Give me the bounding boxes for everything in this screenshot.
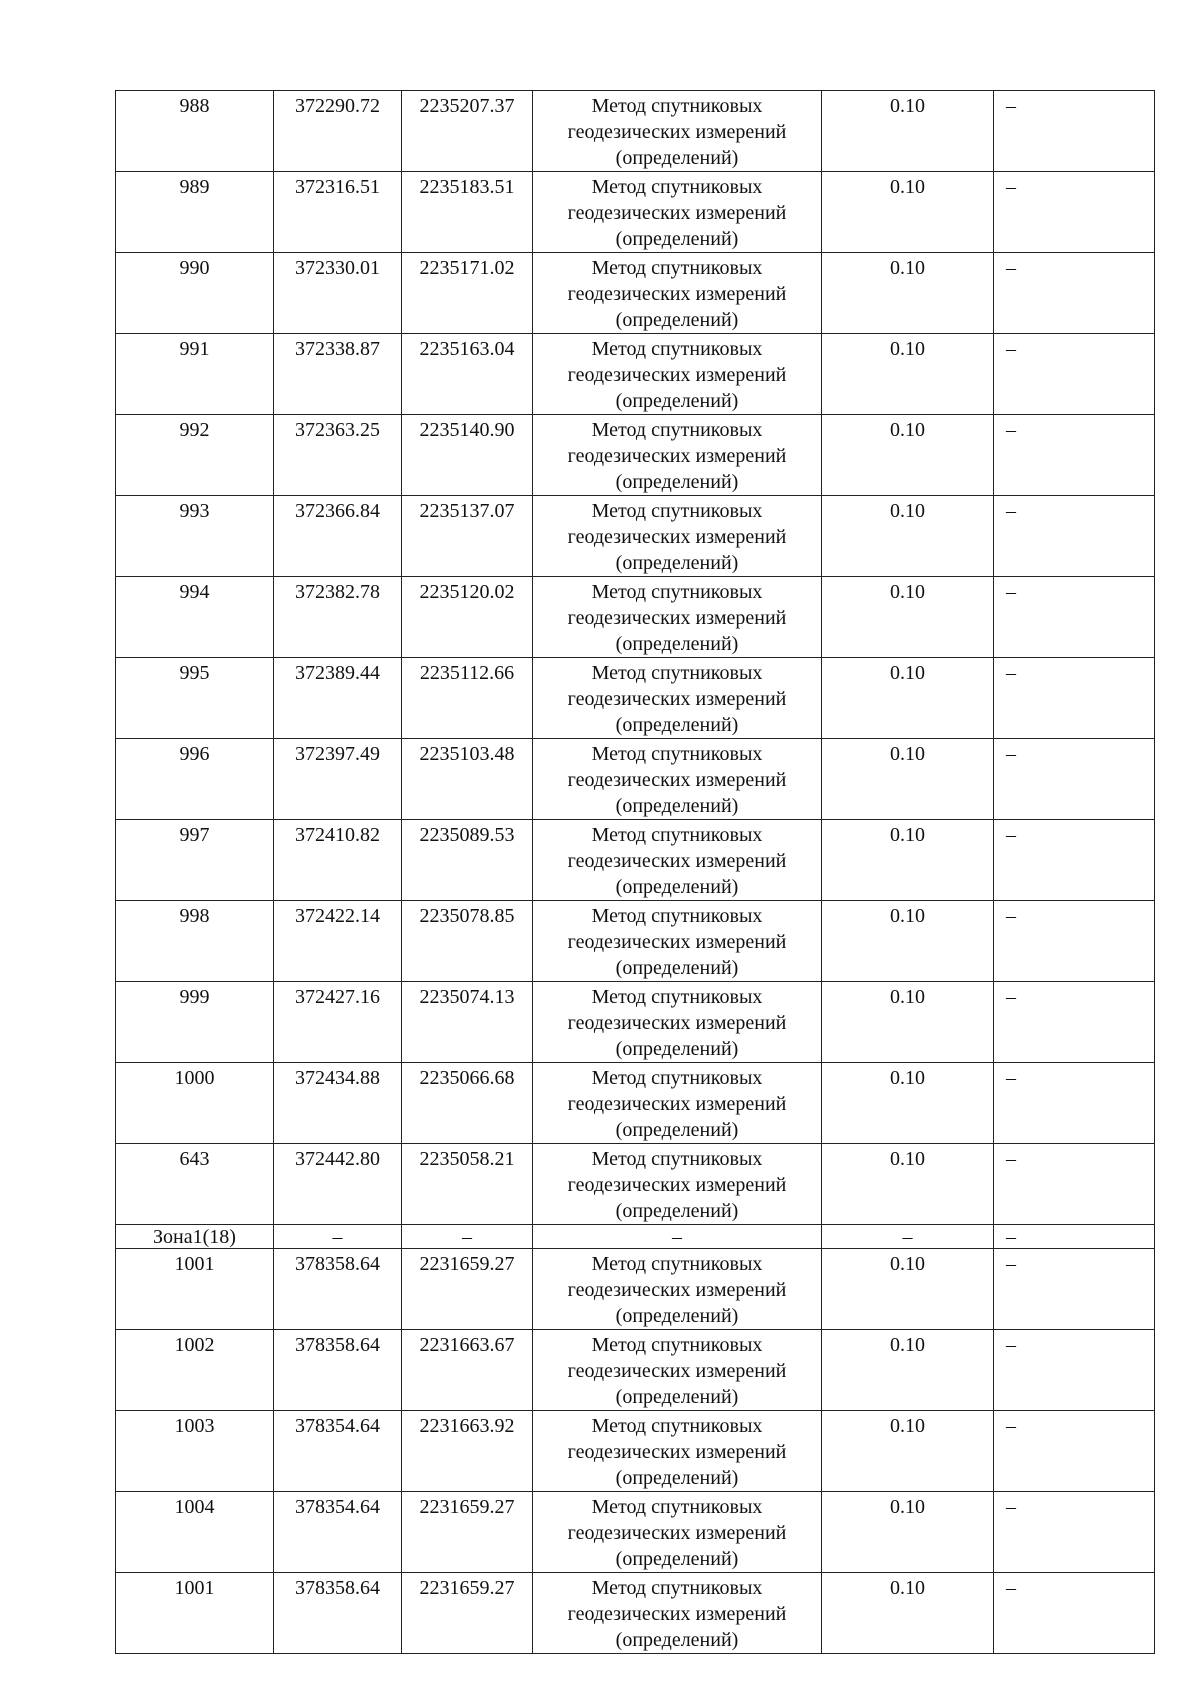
x-coordinate-cell: 372338.87: [274, 334, 402, 415]
accuracy-cell: 0.10: [822, 739, 994, 820]
y-coordinate-cell: 2235163.04: [402, 334, 533, 415]
point-number-cell: 993: [116, 496, 274, 577]
method-cell: Метод спутниковых геодезических измерений (определений): [533, 577, 822, 658]
y-coordinate-cell: 2231659.27: [402, 1492, 533, 1573]
point-number-cell: 989: [116, 172, 274, 253]
y-coordinate-cell: 2235078.85: [402, 901, 533, 982]
accuracy-cell: –: [822, 1225, 994, 1249]
table-row: [116, 739, 1155, 820]
method-cell: Метод спутниковых геодезических измерений (определений): [533, 1144, 822, 1225]
table-row: [116, 1063, 1155, 1144]
y-coordinate-cell: 2235089.53: [402, 820, 533, 901]
accuracy-cell: 0.10: [822, 982, 994, 1063]
point-number-cell: Зона1(18): [116, 1225, 274, 1249]
table-row: [116, 577, 1155, 658]
accuracy-cell: 0.10: [822, 658, 994, 739]
note-cell: –: [994, 496, 1155, 577]
table-row: [116, 982, 1155, 1063]
note-cell: –: [994, 1330, 1155, 1411]
note-cell: –: [994, 253, 1155, 334]
y-coordinate-cell: 2235074.13: [402, 982, 533, 1063]
note-cell: –: [994, 1411, 1155, 1492]
note-cell: –: [994, 577, 1155, 658]
accuracy-cell: 0.10: [822, 1144, 994, 1225]
x-coordinate-cell: 372363.25: [274, 415, 402, 496]
y-coordinate-cell: 2235058.21: [402, 1144, 533, 1225]
point-number-cell: 1001: [116, 1573, 274, 1654]
table-row: [116, 820, 1155, 901]
note-cell: –: [994, 820, 1155, 901]
accuracy-cell: 0.10: [822, 1330, 994, 1411]
x-coordinate-cell: 372316.51: [274, 172, 402, 253]
accuracy-cell: 0.10: [822, 901, 994, 982]
method-cell: Метод спутниковых геодезических измерений (определений): [533, 901, 822, 982]
note-cell: –: [994, 415, 1155, 496]
table-row: [116, 496, 1155, 577]
table-row: [116, 253, 1155, 334]
note-cell: –: [994, 982, 1155, 1063]
x-coordinate-cell: 378358.64: [274, 1249, 402, 1330]
method-cell: Метод спутниковых геодезических измерений (определений): [533, 496, 822, 577]
point-number-cell: 988: [116, 91, 274, 172]
note-cell: –: [994, 1225, 1155, 1249]
note-cell: –: [994, 1249, 1155, 1330]
y-coordinate-cell: 2235207.37: [402, 91, 533, 172]
y-coordinate-cell: 2235137.07: [402, 496, 533, 577]
table-row: [116, 91, 1155, 172]
note-cell: –: [994, 1063, 1155, 1144]
accuracy-cell: 0.10: [822, 1063, 994, 1144]
note-cell: –: [994, 1573, 1155, 1654]
y-coordinate-cell: 2235171.02: [402, 253, 533, 334]
note-cell: –: [994, 334, 1155, 415]
note-cell: –: [994, 739, 1155, 820]
y-coordinate-cell: –: [402, 1225, 533, 1249]
point-number-cell: 994: [116, 577, 274, 658]
accuracy-cell: 0.10: [822, 496, 994, 577]
table-row: [116, 1144, 1155, 1225]
accuracy-cell: 0.10: [822, 1573, 994, 1654]
point-number-cell: 990: [116, 253, 274, 334]
point-number-cell: 991: [116, 334, 274, 415]
x-coordinate-cell: –: [274, 1225, 402, 1249]
accuracy-cell: 0.10: [822, 415, 994, 496]
point-number-cell: 992: [116, 415, 274, 496]
accuracy-cell: 0.10: [822, 172, 994, 253]
point-number-cell: 1002: [116, 1330, 274, 1411]
note-cell: –: [994, 658, 1155, 739]
x-coordinate-cell: 372410.82: [274, 820, 402, 901]
x-coordinate-cell: 372290.72: [274, 91, 402, 172]
table-row: [116, 334, 1155, 415]
table-row: [116, 1492, 1155, 1573]
y-coordinate-cell: 2231663.67: [402, 1330, 533, 1411]
method-cell: Метод спутниковых геодезических измерений (определений): [533, 820, 822, 901]
accuracy-cell: 0.10: [822, 1411, 994, 1492]
zone-header-row: [116, 1225, 1155, 1249]
x-coordinate-cell: 378354.64: [274, 1411, 402, 1492]
y-coordinate-cell: 2235120.02: [402, 577, 533, 658]
method-cell: Метод спутниковых геодезических измерений (определений): [533, 91, 822, 172]
note-cell: –: [994, 91, 1155, 172]
x-coordinate-cell: 372434.88: [274, 1063, 402, 1144]
y-coordinate-cell: 2231663.92: [402, 1411, 533, 1492]
method-cell: Метод спутниковых геодезических измерений (определений): [533, 739, 822, 820]
method-cell: Метод спутниковых геодезических измерений (определений): [533, 1063, 822, 1144]
y-coordinate-cell: 2235112.66: [402, 658, 533, 739]
method-cell: Метод спутниковых геодезических измерений (определений): [533, 415, 822, 496]
note-cell: –: [994, 901, 1155, 982]
point-number-cell: 1000: [116, 1063, 274, 1144]
accuracy-cell: 0.10: [822, 1492, 994, 1573]
x-coordinate-cell: 378358.64: [274, 1573, 402, 1654]
method-cell: Метод спутниковых геодезических измерений (определений): [533, 1492, 822, 1573]
method-cell: Метод спутниковых геодезических измерений (определений): [533, 1411, 822, 1492]
table-row: [116, 901, 1155, 982]
note-cell: –: [994, 172, 1155, 253]
accuracy-cell: 0.10: [822, 91, 994, 172]
method-cell: Метод спутниковых геодезических измерений (определений): [533, 982, 822, 1063]
table-row: [116, 415, 1155, 496]
point-number-cell: 995: [116, 658, 274, 739]
accuracy-cell: 0.10: [822, 253, 994, 334]
x-coordinate-cell: 378358.64: [274, 1330, 402, 1411]
y-coordinate-cell: 2235103.48: [402, 739, 533, 820]
table-row: [116, 1249, 1155, 1330]
method-cell: Метод спутниковых геодезических измерений (определений): [533, 334, 822, 415]
y-coordinate-cell: 2231659.27: [402, 1249, 533, 1330]
accuracy-cell: 0.10: [822, 334, 994, 415]
coordinates-table: [115, 90, 1155, 1654]
x-coordinate-cell: 372422.14: [274, 901, 402, 982]
point-number-cell: 999: [116, 982, 274, 1063]
note-cell: –: [994, 1144, 1155, 1225]
method-cell: Метод спутниковых геодезических измерений (определений): [533, 1330, 822, 1411]
accuracy-cell: 0.10: [822, 1249, 994, 1330]
method-cell: Метод спутниковых геодезических измерений (определений): [533, 1249, 822, 1330]
table-row: [116, 658, 1155, 739]
point-number-cell: 1003: [116, 1411, 274, 1492]
point-number-cell: 1004: [116, 1492, 274, 1573]
method-cell: Метод спутниковых геодезических измерений (определений): [533, 172, 822, 253]
point-number-cell: 998: [116, 901, 274, 982]
x-coordinate-cell: 372427.16: [274, 982, 402, 1063]
table-row: [116, 1573, 1155, 1654]
y-coordinate-cell: 2231659.27: [402, 1573, 533, 1654]
table-row: [116, 172, 1155, 253]
point-number-cell: 1001: [116, 1249, 274, 1330]
x-coordinate-cell: 372442.80: [274, 1144, 402, 1225]
x-coordinate-cell: 372330.01: [274, 253, 402, 334]
point-number-cell: 997: [116, 820, 274, 901]
x-coordinate-cell: 372389.44: [274, 658, 402, 739]
table-row: [116, 1411, 1155, 1492]
x-coordinate-cell: 378354.64: [274, 1492, 402, 1573]
method-cell: Метод спутниковых геодезических измерений (определений): [533, 1573, 822, 1654]
x-coordinate-cell: 372382.78: [274, 577, 402, 658]
point-number-cell: 996: [116, 739, 274, 820]
y-coordinate-cell: 2235140.90: [402, 415, 533, 496]
accuracy-cell: 0.10: [822, 820, 994, 901]
method-cell: –: [533, 1225, 822, 1249]
accuracy-cell: 0.10: [822, 577, 994, 658]
x-coordinate-cell: 372397.49: [274, 739, 402, 820]
table-row: [116, 1330, 1155, 1411]
x-coordinate-cell: 372366.84: [274, 496, 402, 577]
point-number-cell: 643: [116, 1144, 274, 1225]
note-cell: –: [994, 1492, 1155, 1573]
method-cell: Метод спутниковых геодезических измерений (определений): [533, 253, 822, 334]
method-cell: Метод спутниковых геодезических измерений (определений): [533, 658, 822, 739]
y-coordinate-cell: 2235066.68: [402, 1063, 533, 1144]
y-coordinate-cell: 2235183.51: [402, 172, 533, 253]
